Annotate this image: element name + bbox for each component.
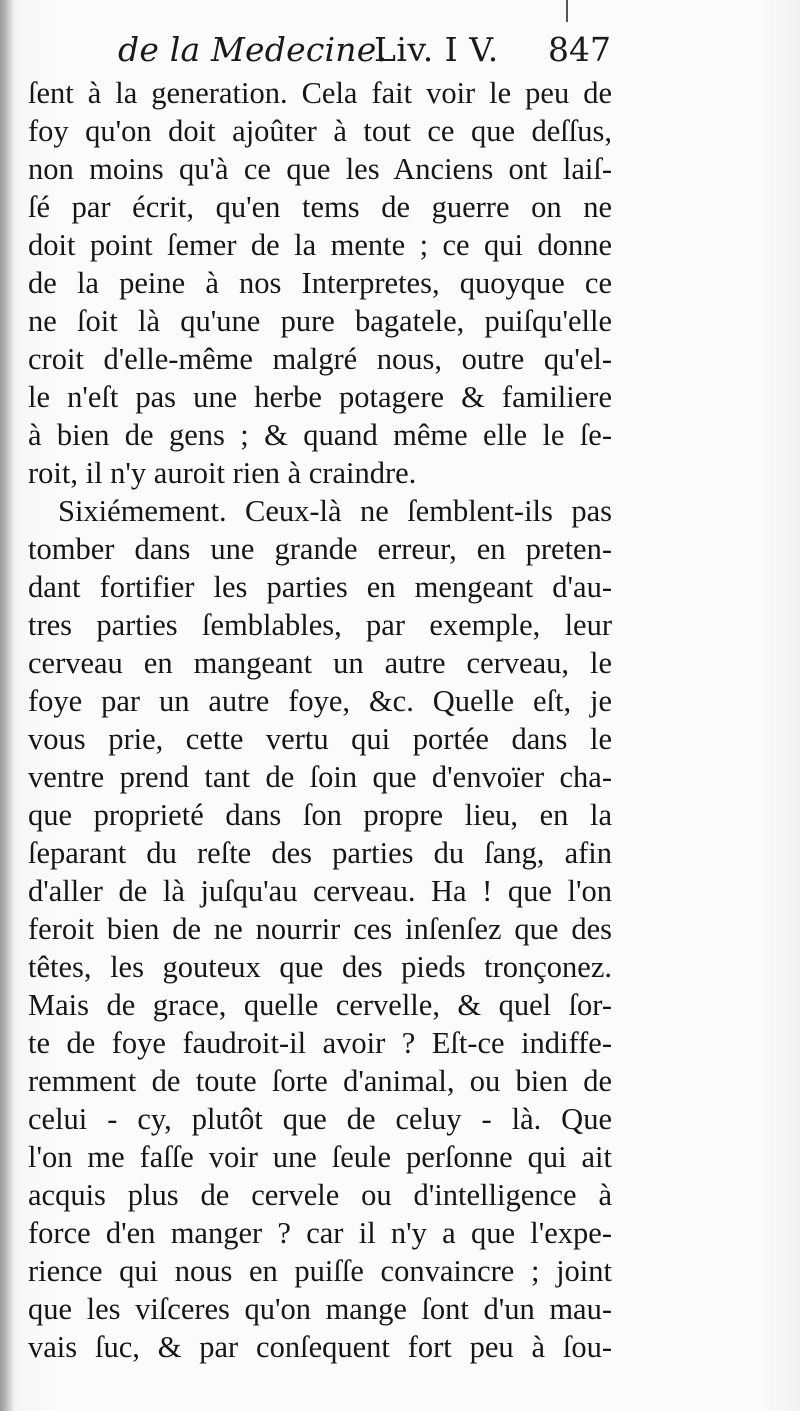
text-line: le n'eſt pas une herbe potagere & familiere <box>28 380 612 414</box>
text-line: force d'en manger ? car il n'y a que l'expe- <box>28 1216 612 1250</box>
text-line: cerveau en mangeant un autre cerveau, le <box>28 646 612 680</box>
page-number: 847 <box>548 30 611 69</box>
text-line: ſent à la generation. Cela fait voir le peu de <box>28 76 612 110</box>
text-line: croit d'elle-même malgré nous, outre qu'el- <box>28 342 612 376</box>
text-line: foye par un autre foye, &c. Quelle eſt, je <box>28 684 612 718</box>
text-line: ſeparant du reſte des parties du ſang, afin <box>28 836 612 870</box>
text-line: dant fortifier les parties en mengeant d'au- <box>28 570 612 604</box>
text-line: Mais de grace, quelle cervelle, & quel ſor- <box>28 988 612 1022</box>
text-line: de la peine à nos Interpretes, quoyque ce <box>28 266 612 300</box>
text-line: foy qu'on doit ajoûter à tout ce que deſſus, <box>28 114 612 148</box>
text-line: tomber dans une grande erreur, en preten- <box>28 532 612 566</box>
text-line: te de foye faudroit-il avoir ? Eſt-ce indiffe- <box>28 1026 612 1060</box>
text-line: têtes, les gouteux que des pieds tronçonez. <box>28 950 612 984</box>
text-line: ne ſoit là qu'une pure bagatele, puiſqu'elle <box>28 304 612 338</box>
text-line: vous prie, cette vertu qui portée dans le <box>28 722 612 756</box>
text-line: l'on me faſſe voir une ſeule perſonne qui ait <box>28 1140 612 1174</box>
running-title: de la Medecine. <box>118 30 388 69</box>
text-line: que les viſceres qu'on mange ſont d'un mau- <box>28 1292 612 1326</box>
page-gutter-shadow <box>0 0 14 1411</box>
text-line: ventre prend tant de ſoin que d'envoïer cha- <box>28 760 612 794</box>
book-reference: Liv. I V. <box>374 30 499 69</box>
page-header <box>0 28 800 78</box>
text-line: tres parties ſemblables, par exemple, leur <box>28 608 612 642</box>
text-line: ſé par écrit, qu'en tems de guerre on ne <box>28 190 612 224</box>
text-line: vais ſuc, & par conſequent fort peu à ſou- <box>28 1330 612 1364</box>
text-line: roit, il n'y auroit rien à craindre. <box>28 456 417 490</box>
text-line: rience qui nous en puiſſe convaincre ; joint <box>28 1254 612 1288</box>
margin-mark <box>566 0 568 22</box>
text-line: non moins qu'à ce que les Anciens ont laiſ- <box>28 152 612 186</box>
paragraph-start-line: Sixiémement. Ceux-là ne ſemblent-ils pas <box>58 494 612 528</box>
text-line: remment de toute ſorte d'animal, ou bien de <box>28 1064 612 1098</box>
text-line: d'aller de là juſqu'au cerveau. Ha ! que l'on <box>28 874 612 908</box>
text-line: feroit bien de ne nourrir ces inſenſez que des <box>28 912 612 946</box>
text-line: doit point ſemer de la mente ; ce qui donne <box>28 228 612 262</box>
text-line: que proprieté dans ſon propre lieu, en la <box>28 798 612 832</box>
text-line: à bien de gens ; & quand même elle le ſe- <box>28 418 612 452</box>
text-line: celui - cy, plutôt que de celuy - là. Que <box>28 1102 612 1136</box>
text-line: acquis plus de cervele ou d'intelligence à <box>28 1178 612 1212</box>
